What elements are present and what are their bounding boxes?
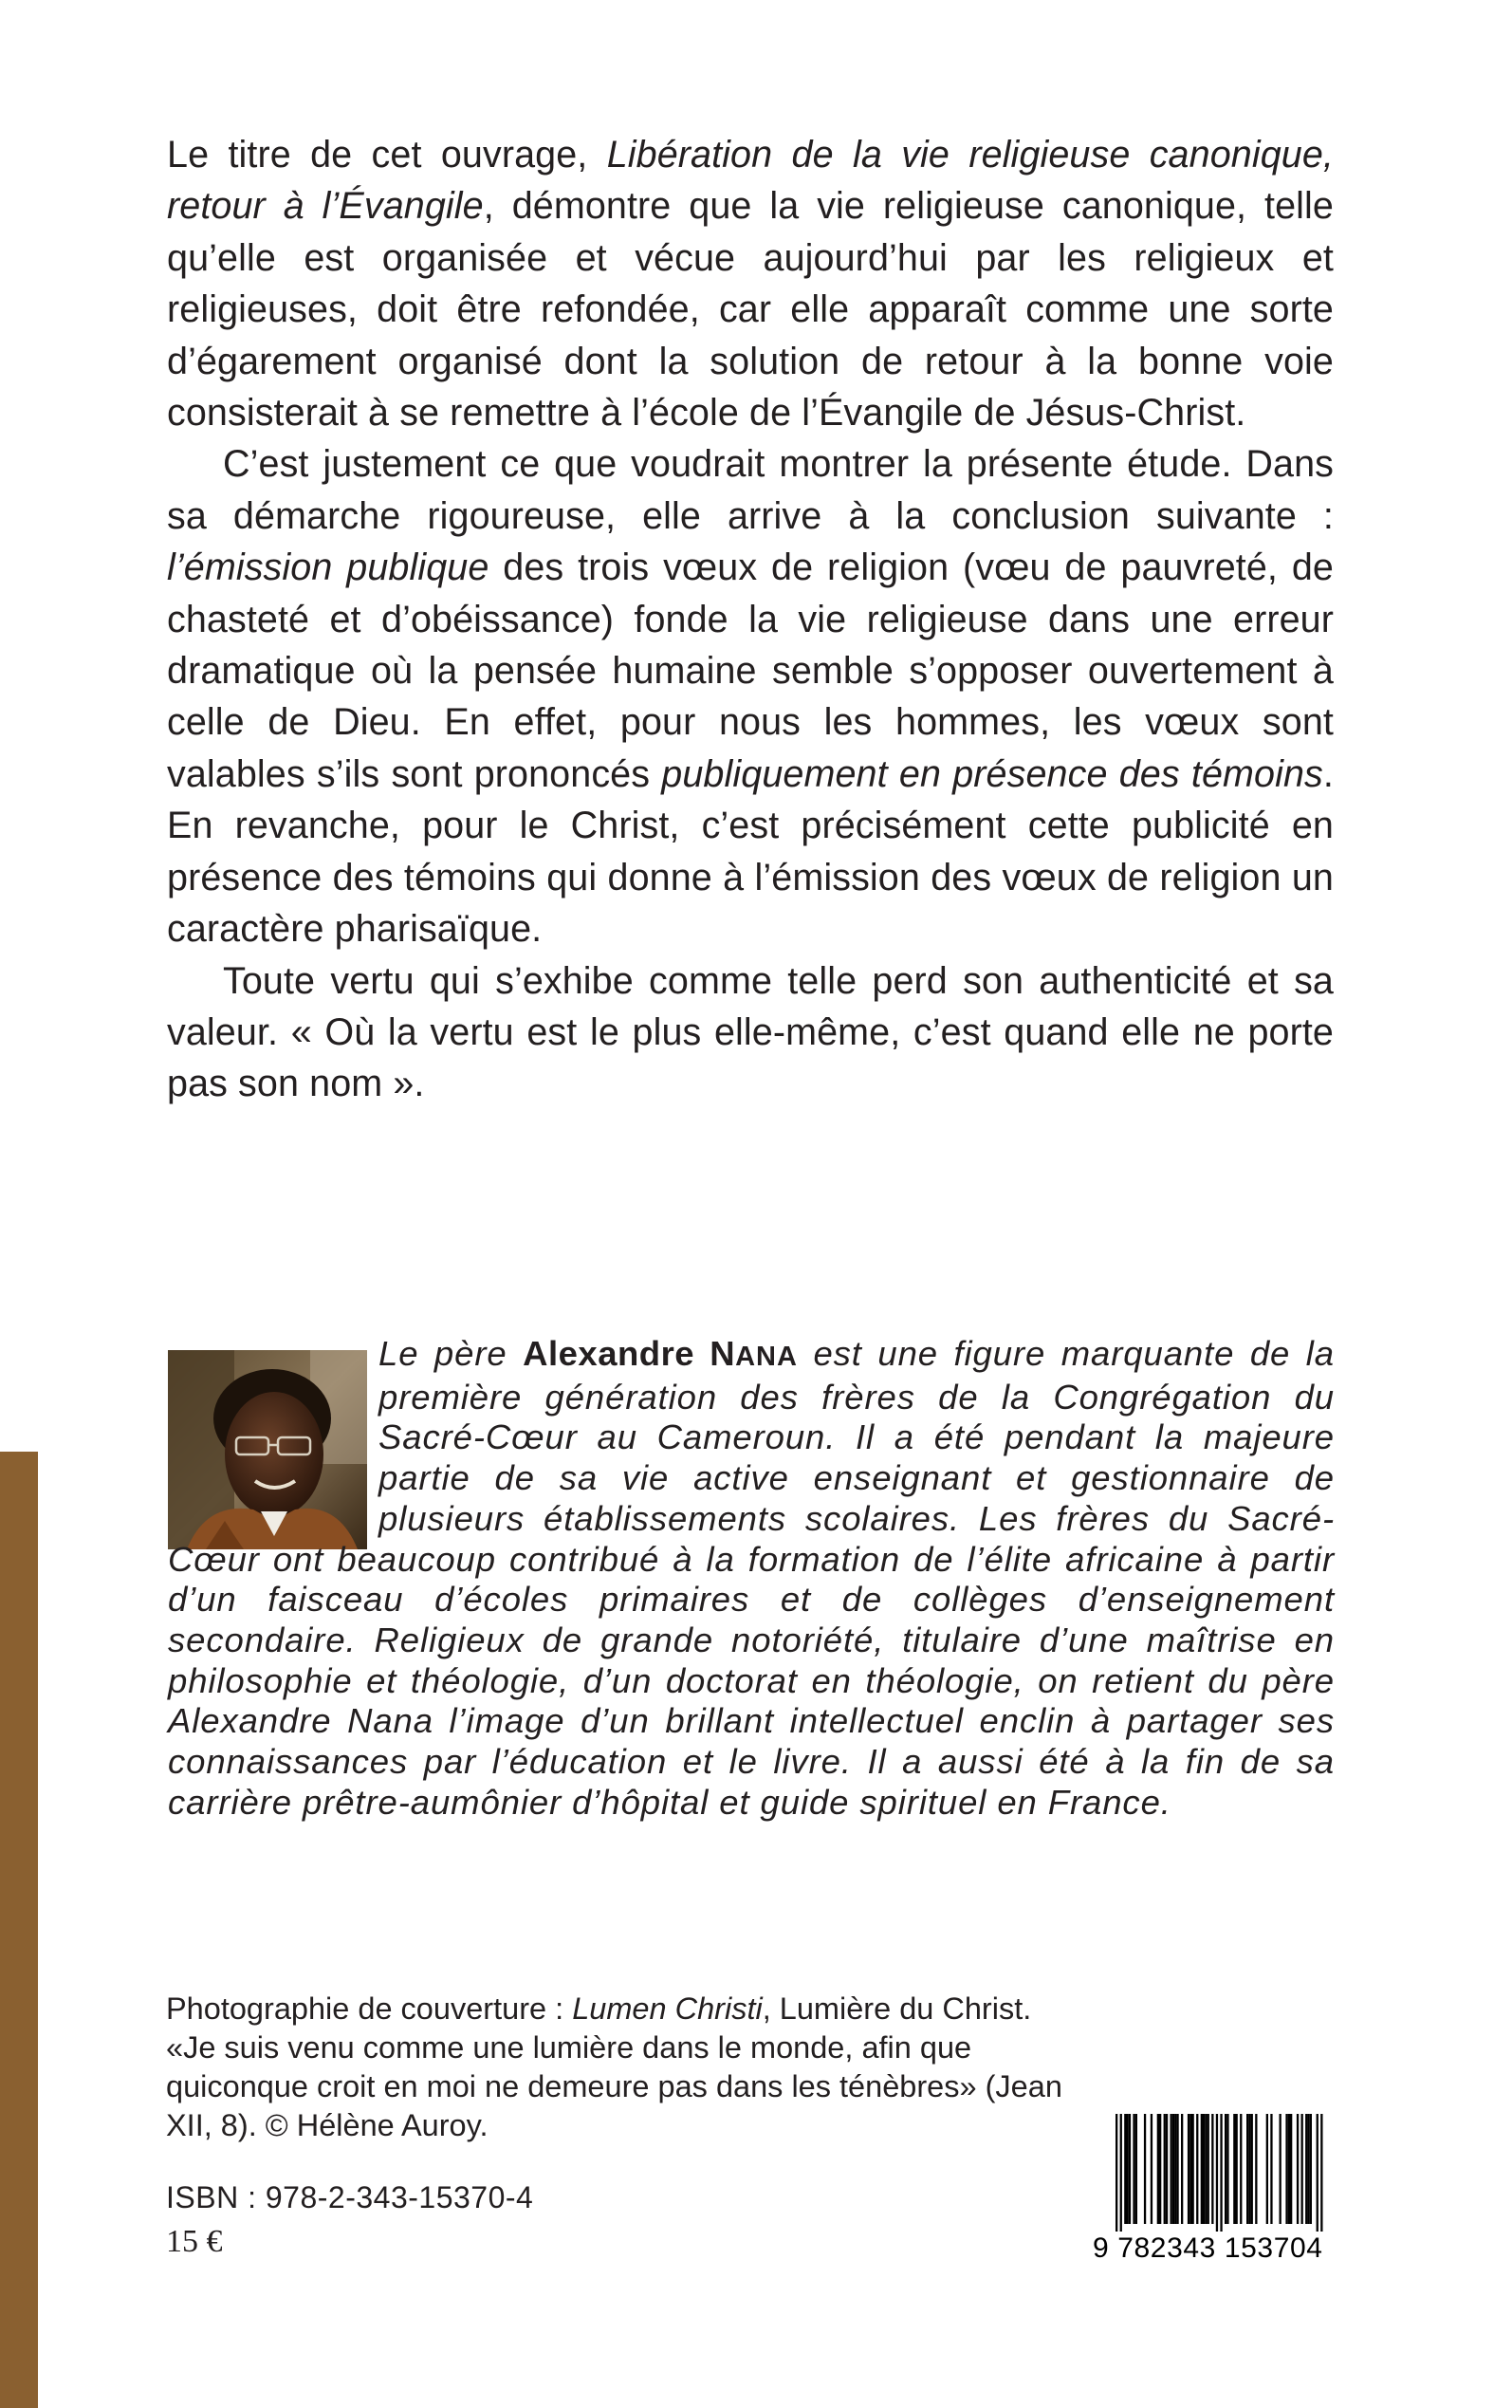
spine-color-band (0, 1452, 38, 2408)
bio-text: Le père (378, 1334, 524, 1373)
barcode-guard-bar (1320, 2114, 1322, 2232)
photo-spacer (168, 1334, 378, 1533)
barcode-bar (1246, 2114, 1248, 2224)
barcode-bar (1192, 2114, 1194, 2224)
barcode-bar (1226, 2114, 1228, 2224)
barcode-bar (1188, 2114, 1189, 2224)
barcode-bar (1307, 2114, 1309, 2224)
barcode-bar (1290, 2114, 1292, 2224)
barcode-bar (1248, 2114, 1250, 2224)
barcode-bar (1189, 2114, 1191, 2224)
barcode-bar (1166, 2114, 1168, 2224)
barcode-bar (1288, 2114, 1290, 2224)
barcode-bar (1164, 2114, 1166, 2224)
barcode-guard-bar (1120, 2114, 1122, 2232)
barcode-bar (1196, 2114, 1198, 2224)
summary-paragraph-3: Toute vertu qui s’exhibe comme telle perd son authenticité et sa valeur. « Où la vertu est le plus elle-même, c’est quand elle ne porte pas son nom ». (167, 959, 1334, 1105)
barcode-bar (1144, 2114, 1146, 2224)
book-title-italic: Libération de la vie religieuse canonique, retour à l’Évangile (167, 134, 1334, 228)
credit-title-italic: Lumen Christi (572, 1991, 763, 2026)
barcode-bar (1201, 2114, 1203, 2224)
barcode-bar (1280, 2114, 1282, 2224)
barcode-guard-bar (1220, 2114, 1222, 2232)
barcode-bar (1205, 2114, 1207, 2224)
italic-phrase: publiquement en présence des témoins (661, 752, 1323, 795)
barcode-guard-bar (1317, 2114, 1318, 2232)
barcode-bar (1159, 2114, 1161, 2224)
barcode-bar (1255, 2114, 1257, 2224)
barcode-guard-bar (1216, 2114, 1218, 2232)
barcode-guard-bar (1116, 2114, 1117, 2232)
barcode-bar (1133, 2114, 1134, 2224)
text-run: Le titre de cet ouvrage, (167, 134, 607, 176)
text-run: C’est justement ce que voudrait montrer la présente étude. Dans sa démarche rigoureuse, elle arrive à la conclusion suivante : (167, 443, 1334, 537)
barcode-bar (1225, 2114, 1226, 2224)
barcode-bar (1129, 2114, 1131, 2224)
barcode-bar (1285, 2114, 1287, 2224)
author-name: Alexandre N (523, 1334, 736, 1373)
barcode-bar (1297, 2114, 1299, 2224)
barcode-bar (1181, 2114, 1183, 2224)
barcode-bar (1151, 2114, 1152, 2224)
italic-phrase: l’émission publique (167, 546, 489, 589)
barcode-bar (1176, 2114, 1178, 2224)
barcode-bar (1203, 2114, 1205, 2224)
barcode-bar (1305, 2114, 1307, 2224)
summary-paragraph-1 (167, 129, 1334, 438)
barcode-bar (1208, 2114, 1209, 2224)
bio-text: est une figure marquante de la première génération des frères de la Congrégation du Sacré-Cœur au Cameroun. Il a été pendant la majeure partie de sa vie active enseignant et gestionnaire de plusieurs établissements scolaires. Les frères du Sacré-Cœur ont beaucoup contribué à la formation de l’élite africaine à partir d’un faisceau d’écoles primaires et de collèges d’enseignement secondaire. Religieux de grande notoriété, titulaire d’une maîtrise en philosophie et théologie, d’un doctorat en théologie, on retient du père Alexandre Nana l’image d’un brillant intellectuel enclin à partager ses connaissances par l’éducation et le livre. Il a aussi été à la fin de sa carrière prêtre-aumônier d’hôpital et guide spirituel en France. (168, 1334, 1335, 1822)
text-run: , démontre que la vie religieuse canonique, telle qu’elle est organisée et vécue aujourd’hui par les religieux et religieuses, doit être refondée, car elle apparaît comme une sorte d’égarement organisé dont la solution de retour à la bonne voie consisterait à se remettre à l’école de l’Évangile de Jésus-Christ. (167, 185, 1334, 435)
barcode-bar (1171, 2114, 1172, 2224)
author-name-small-caps: ANA (735, 1342, 798, 1372)
isbn-label: ISBN : 978-2-343-15370-4 (166, 2180, 534, 2214)
barcode-bar (1157, 2114, 1159, 2224)
barcode-bar (1174, 2114, 1176, 2224)
text-run: . En revanche, pour le Christ, c’est précisément cette publicité en présence des témoins qui donne à l’émission des vœux de religion un caractère pharisaïque. (167, 752, 1334, 951)
barcode-bar (1124, 2114, 1126, 2224)
barcode-bar (1233, 2114, 1235, 2224)
barcode-bar (1266, 2114, 1268, 2224)
barcode-bar (1270, 2114, 1272, 2224)
barcode-bar (1251, 2114, 1253, 2224)
credit-text: , Lumière du Christ. «Je suis venu comme une lumière dans le monde, afin que quiconque croit en moi ne demeure pas dans les ténèbres» (Jean XII, 8). © Hélène Auroy. (166, 1991, 1062, 2142)
barcode-bar (1127, 2114, 1129, 2224)
price-label: 15 € (166, 2224, 223, 2259)
barcode-bar (1301, 2114, 1303, 2224)
barcode-bar (1310, 2114, 1312, 2224)
barcode-bar (1172, 2114, 1174, 2224)
barcode-bars (1093, 2114, 1326, 2232)
credit-text: Photographie de couverture : (166, 1991, 573, 2026)
barcode-bar (1135, 2114, 1137, 2224)
cover-photo-credit (166, 1990, 1067, 2145)
author-biography (168, 1334, 1335, 1823)
barcode-bar (1240, 2114, 1242, 2224)
barcode-digits: 9 782343 153704 (1093, 2232, 1323, 2264)
barcode-bar (1236, 2114, 1238, 2224)
barcode-bar (1211, 2114, 1213, 2224)
back-cover-summary (167, 129, 1334, 1110)
summary-paragraph-2 (167, 438, 1334, 954)
text-run: des trois vœux de religion (vœu de pauvreté, de chasteté et d’obéissance) fonde la vie religieuse dans une erreur dramatique où la pensée humaine semble s’opposer ouvertement à celle de Dieu. En effet, pour nous les hommes, les vœux sont valables s’ils sont prononcés (167, 546, 1334, 795)
